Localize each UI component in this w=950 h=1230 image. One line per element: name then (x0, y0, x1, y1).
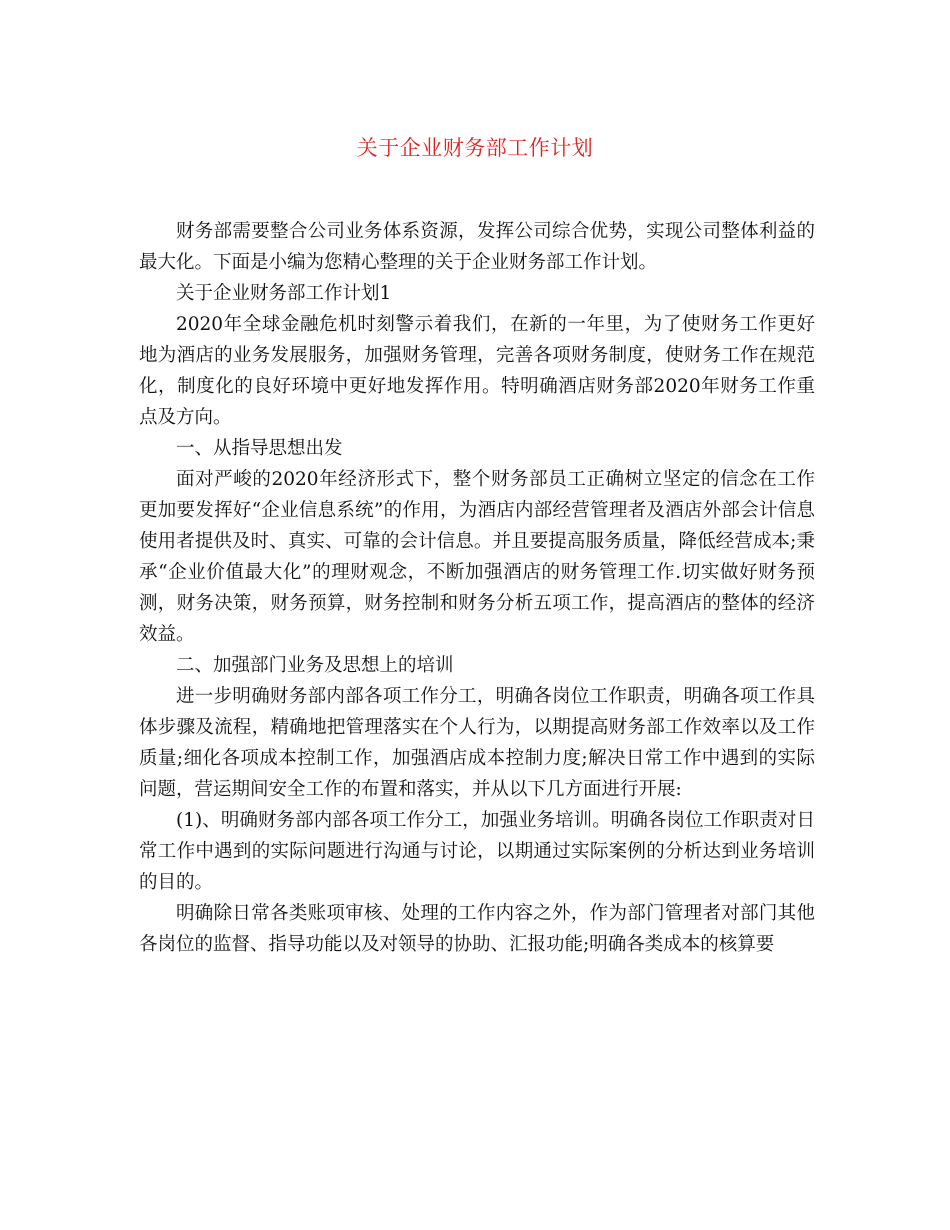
list-item-paragraph: (1)、明确财务部内部各项工作分工，加强业务培训。明确各岗位工作职责对日常工作中遇到的实际问题进行沟通与讨论，以期通过实际案例的分析达到业务培训的目的。 (139, 810, 815, 893)
body-paragraph: 面对严峻的2020年经济形式下，整个财务部员工正确树立坚定的信念在工作更加要发挥好“企业信息系统”的作用，为酒店内部经营管理者及酒店外部会计信息使用者提供及时、真实、可靠的会计信息。并且要提高服务质量，降低经营成本;秉承“企业价值最大化”的理财观念，不断加强酒店的财务管理工作.切实做好财务预测，财务决策，财务预算，财务控制和财务分析五项工作，提高酒店的整体的经济效益。 (139, 469, 815, 645)
plan-heading: 关于企业财务部工作计划1 (176, 283, 392, 304)
section-heading: 二、加强部门业务及思想上的培训 (176, 655, 454, 676)
section-heading: 一、从指导思想出发 (176, 438, 343, 459)
body-paragraph: 2020年全球金融危机时刻警示着我们，在新的一年里，为了使财务工作更好地为酒店的业务发展服务，加强财务管理，完善各项财务制度，使财务工作在规范化，制度化的良好环境中更好地发挥作用。特明确酒店财务部2020年财务工作重点及方向。 (139, 314, 815, 428)
body-paragraph: 进一步明确财务部内部各项工作分工，明确各岗位工作职责，明确各项工作具体步骤及流程，精确地把管理落实在个人行为，以期提高财务部工作效率以及工作质量;细化各项成本控制工作，加强酒店成本控制力度;解决日常工作中遇到的实际问题，营运期间安全工作的布置和落实，并从以下几方面进行开展: (139, 686, 815, 800)
body-paragraph: 明确除日常各类账项审核、处理的工作内容之外，作为部门管理者对部门其他各岗位的监督、指导功能以及对领导的协助、汇报功能;明确各类成本的核算要 (139, 903, 815, 955)
document-body (139, 216, 815, 960)
intro-paragraph: 财务部需要整合公司业务体系资源，发挥公司综合优势，实现公司整体利益的最大化。下面是小编为您精心整理的关于企业财务部工作计划。 (139, 221, 815, 273)
document-title: 关于企业财务部工作计划 (356, 136, 594, 160)
